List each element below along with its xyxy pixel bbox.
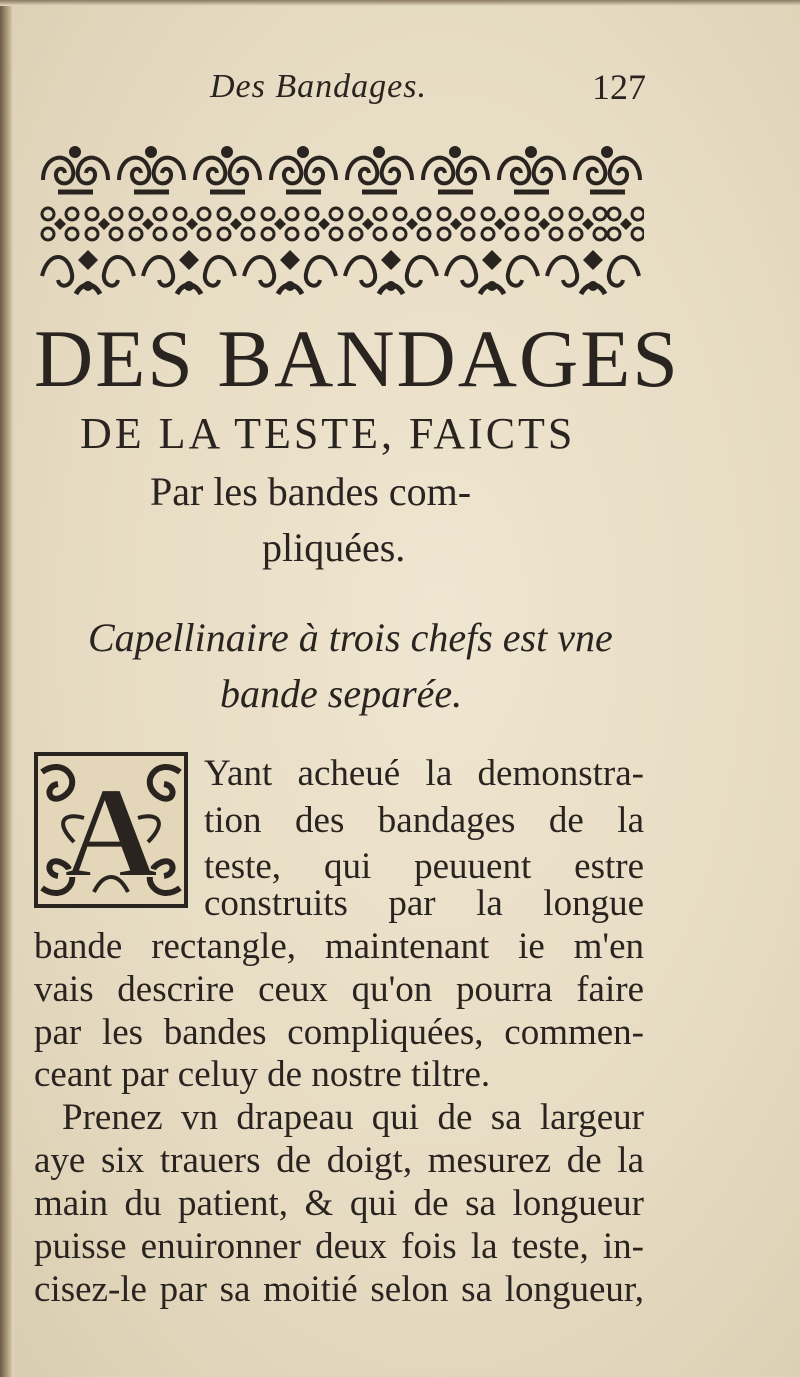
body-line-10: aye six trauers de doigt, mesurez de la [34, 1140, 644, 1181]
section-heading-line-1: Capellinaire à trois chefs est vne [88, 615, 613, 660]
ornament-band-middle [38, 204, 644, 244]
ornament-band-bottom [38, 246, 644, 304]
page-number: 127 [592, 67, 646, 107]
body-line-3: teste, qui peuuent estre [204, 846, 644, 887]
body-line-11: main du patient, & qui de sa longueur [34, 1183, 644, 1224]
body-line-9: Prenez vn drapeau qui de sa largeur [62, 1097, 644, 1138]
body-line-2: tion des bandages de la [204, 800, 644, 841]
chapter-title: DES BANDAGES [34, 313, 680, 404]
chapter-subtitle-line-1: DE LA TESTE, FAICTS [80, 409, 576, 458]
body-line-6: vais descrire ceux qu'on pourra faire [34, 969, 644, 1010]
body-line-5: bande rectangle, maintenant ie m'en [34, 926, 644, 967]
body-line-4: construits par la longue [204, 883, 644, 924]
ornament-band-top [38, 140, 644, 202]
book-spine-shadow [0, 0, 14, 1377]
body-line-13: cisez-le par sa moitié selon sa longueur, [34, 1269, 644, 1310]
running-head: Des Bandages. [210, 68, 427, 105]
drop-cap-letter: A [64, 761, 158, 905]
chapter-subtitle-line-2: Par les bandes com- [150, 469, 472, 514]
drop-cap-initial [34, 752, 188, 908]
section-heading-line-2: bande separée. [220, 671, 463, 716]
body-line-12: puisse enuironner deux fois la teste, in- [34, 1226, 644, 1267]
body-line-1: Yant acheué la demonstra- [204, 753, 644, 794]
chapter-subtitle-line-3: pliquées. [262, 525, 406, 570]
body-line-7: par les bandes compliquées, commen- [34, 1012, 644, 1053]
body-line-8: ceant par celuy de nostre tiltre. [34, 1054, 491, 1095]
page-top-edge [0, 0, 800, 6]
